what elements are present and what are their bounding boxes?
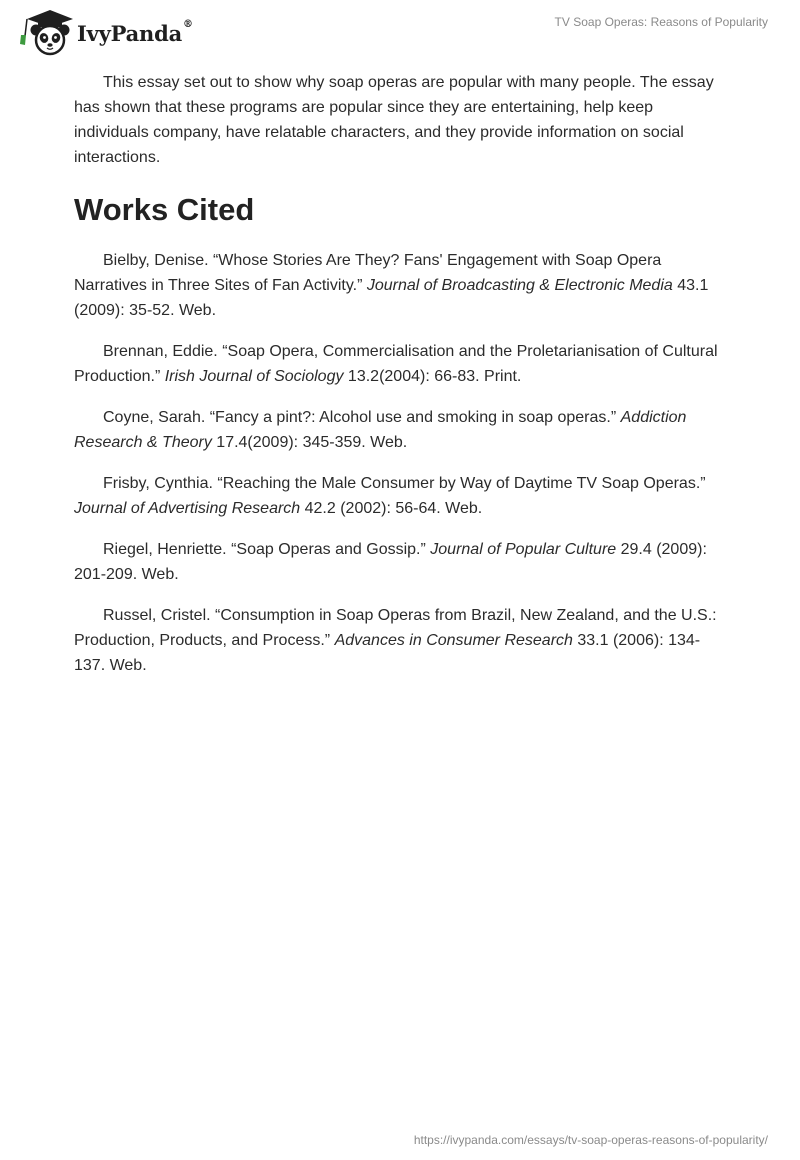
- works-cited-heading: Works Cited: [74, 192, 255, 227]
- journal-title: Addiction Research & Theory: [74, 409, 687, 451]
- journal-title: Journal of Advertising Research: [74, 500, 301, 517]
- reference-item: Brennan, Eddie. “Soap Opera, Commercialisation and the Proletarianisation of Cultural Production.” Irish Journal of Sociology 13.2(2004): 66-83. Print.: [74, 343, 718, 385]
- reference-list: [74, 248, 728, 678]
- logo-wordmark: IvyPanda®: [77, 19, 193, 46]
- conclusion-paragraph: This essay set out to show why soap operas are popular with many people. The essay has shown that these programs are popular since they are entertaining, help keep individuals company, have relatable characters, and they provide information on social interactions.: [74, 74, 714, 166]
- journal-title: Irish Journal of Sociology: [164, 368, 344, 385]
- document-title: TV Soap Operas: Reasons of Popularity: [554, 15, 768, 29]
- journal-title: Advances in Consumer Research: [334, 632, 573, 649]
- journal-title: Journal of Broadcasting & Electronic Media: [366, 277, 673, 294]
- source-url-link[interactable]: https://ivypanda.com/essays/tv-soap-operas-reasons-of-popularity/: [413, 1133, 768, 1147]
- reference-item: Coyne, Sarah. “Fancy a pint?: Alcohol use and smoking in soap operas.” Addiction Research & Theory 17.4(2009): 345-359. Web.: [74, 409, 687, 451]
- panda-graduate-icon: [14, 8, 76, 58]
- ivypanda-logo[interactable]: [14, 8, 204, 58]
- reference-item: Bielby, Denise. “Whose Stories Are They? Fans' Engagement with Soap Opera Narratives in Three Sites of Fan Activity.” Journal of Broadcasting & Electronic Media 43.1 (2009): 35-52. Web.: [74, 252, 709, 319]
- reference-item: Riegel, Henriette. “Soap Operas and Gossip.” Journal of Popular Culture 29.4 (2009): 201-209. Web.: [74, 541, 707, 583]
- page-header: [0, 0, 800, 66]
- essay-content: [74, 70, 728, 694]
- reference-item: Russel, Cristel. “Consumption in Soap Operas from Brazil, New Zealand, and the U.S.: Production, Products, and Process.” Advances in Consumer Research 33.1 (2006): 134-137. Web.: [74, 607, 717, 674]
- journal-title: Journal of Popular Culture: [430, 541, 617, 558]
- reference-item: Frisby, Cynthia. “Reaching the Male Consumer by Way of Daytime TV Soap Operas.” Journal of Advertising Research 42.2 (2002): 56-64. Web.: [74, 475, 706, 517]
